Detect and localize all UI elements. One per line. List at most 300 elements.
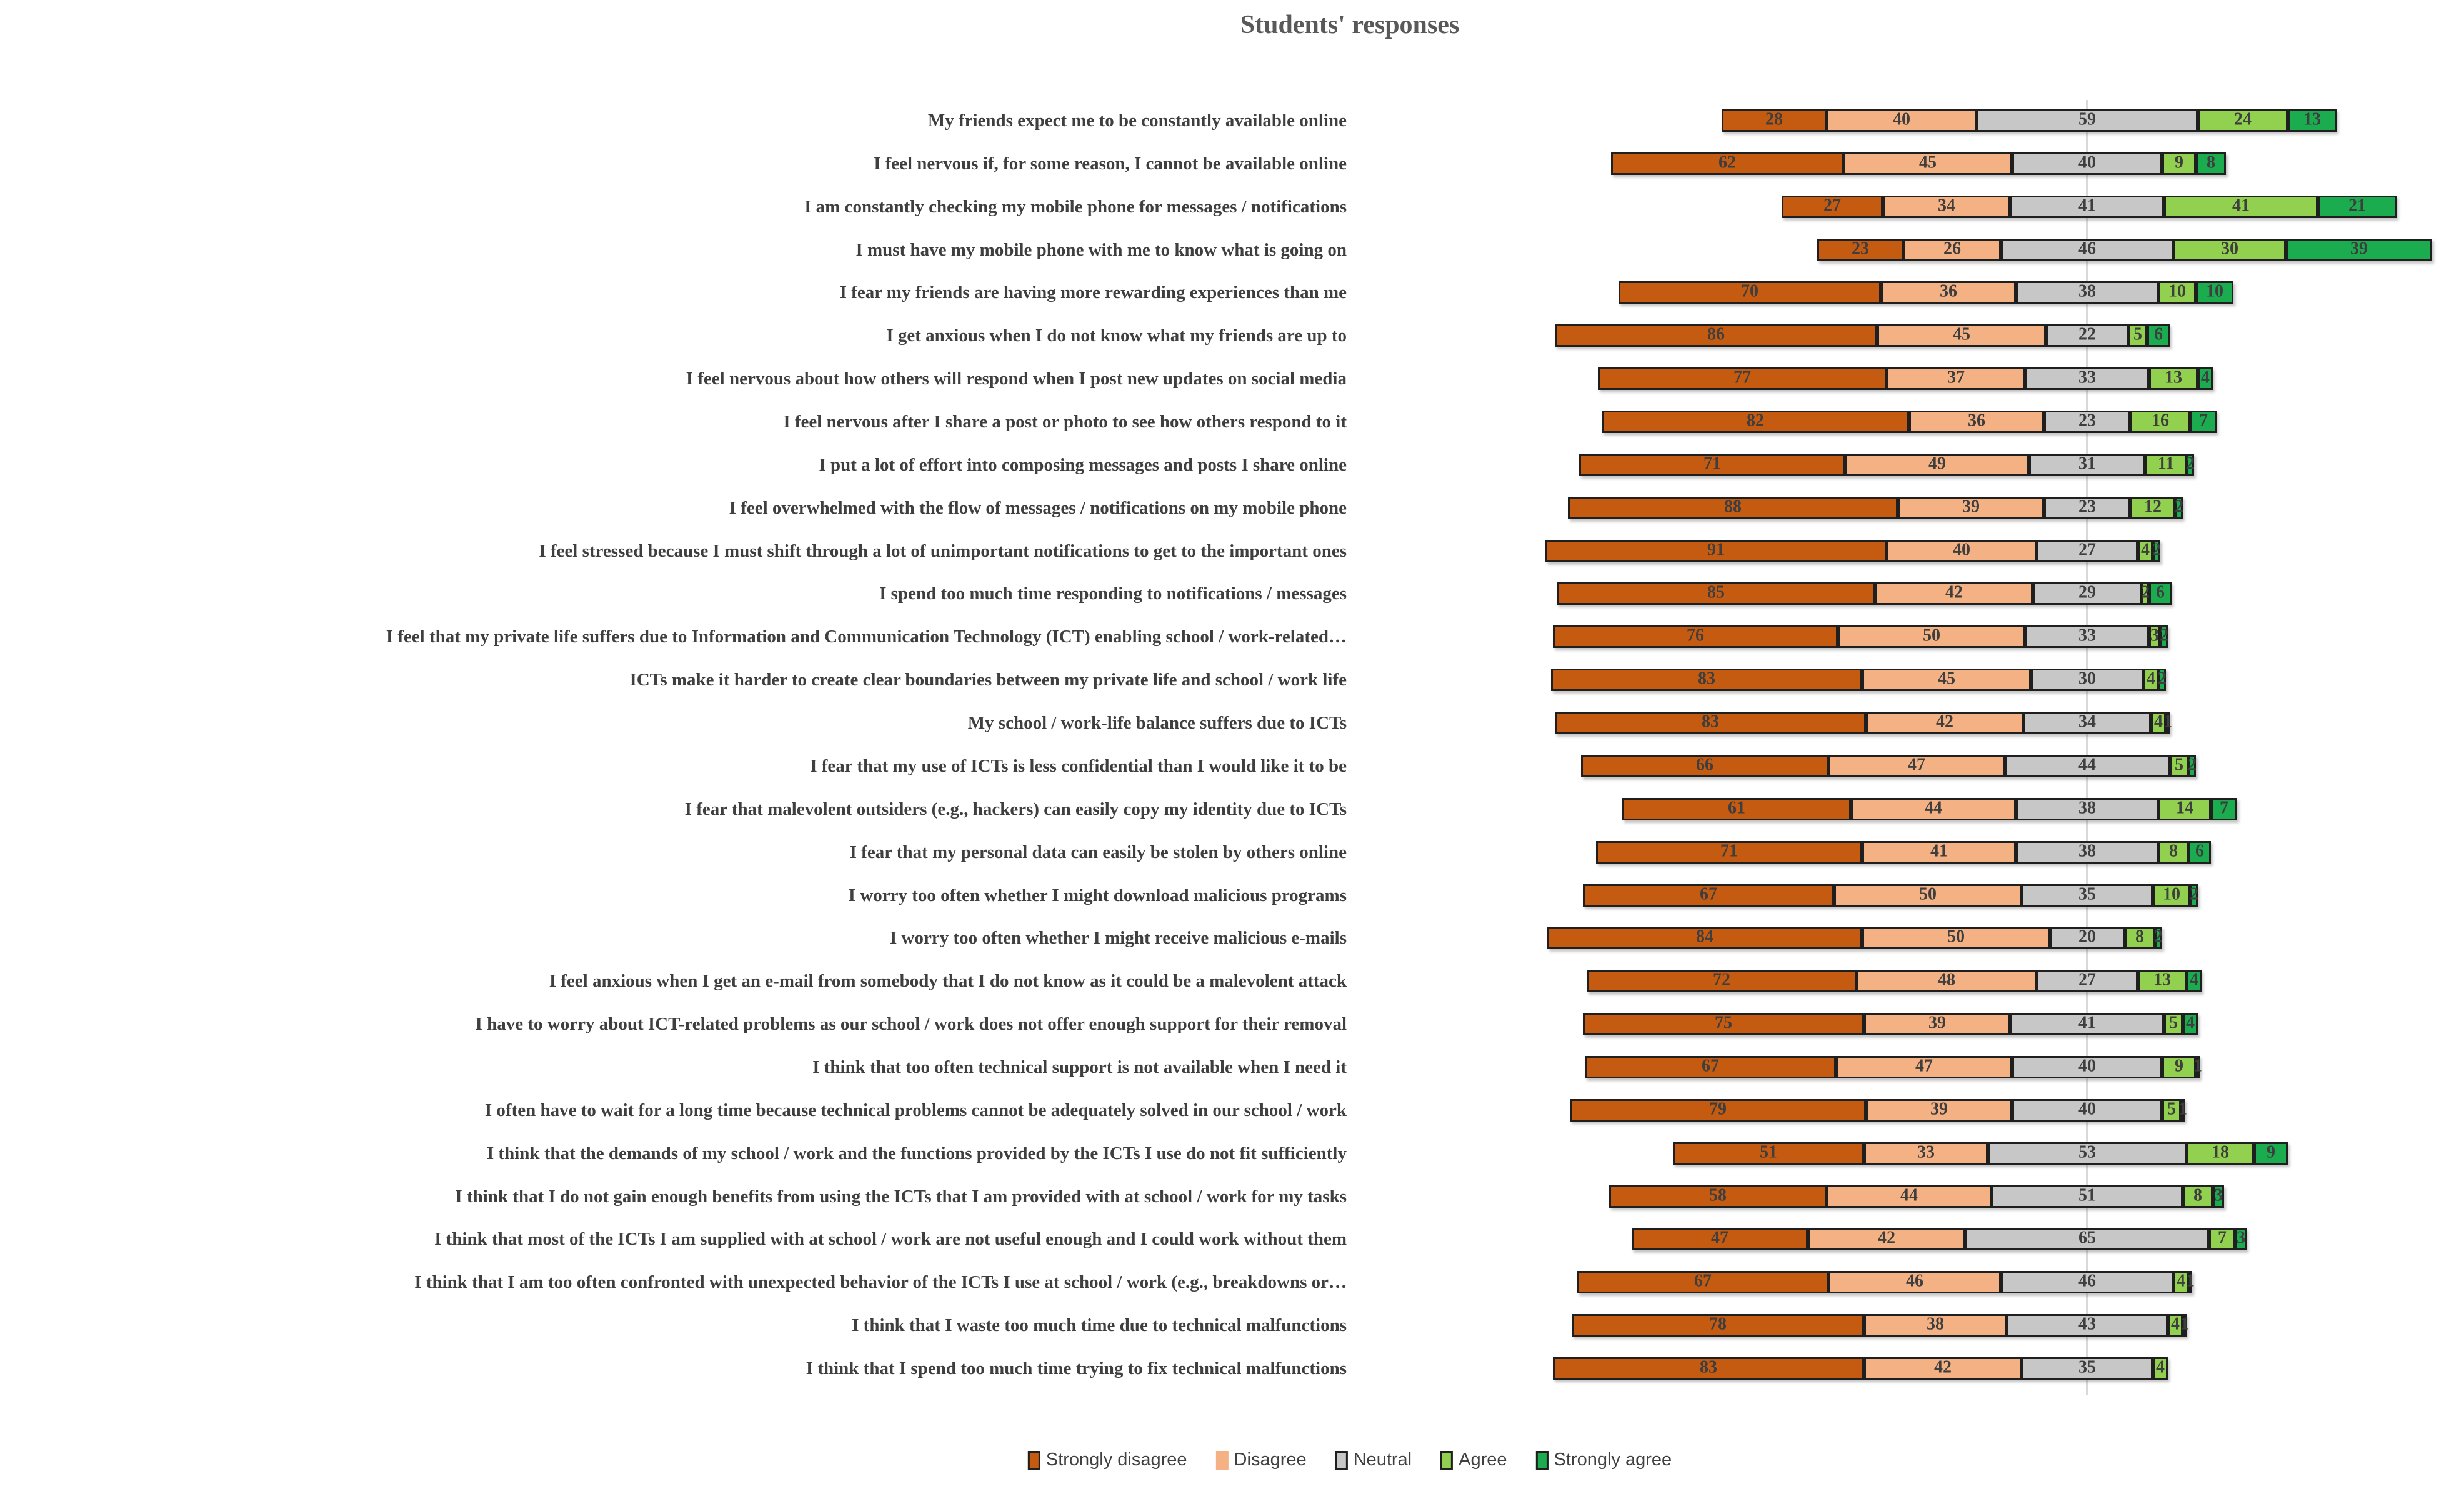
segment-neutral [2037, 540, 2138, 562]
segment-value-label: 22 [2078, 325, 2096, 345]
segment-value-label: 34 [2078, 712, 2096, 732]
segment-strongly-agree [2155, 927, 2162, 949]
segment-strongly-disagree [1583, 884, 1834, 907]
segment-agree [2162, 152, 2196, 175]
stacked-bar [1585, 1056, 2200, 1078]
segment-value-label: 41 [2078, 1013, 2096, 1033]
stacked-bar [1609, 1185, 2224, 1208]
segment-strongly-agree [2180, 1314, 2189, 1337]
segment-value-label: 35 [2078, 1357, 2096, 1377]
stacked-bar [1587, 970, 2202, 992]
segment-value-label: 38 [1927, 1314, 1944, 1334]
segment-value-label: 3 [2214, 1185, 2223, 1205]
segment-value-label: 6 [2195, 841, 2204, 861]
segment-value-label: 91 [1707, 540, 1725, 560]
segment-value-label: 2 [2175, 497, 2183, 517]
segment-value-label: 67 [1694, 1271, 1712, 1291]
category-label: I must have my mobile phone with me to know what is going on [855, 239, 1347, 260]
stacked-bar [1619, 281, 2233, 304]
segment-agree [2173, 239, 2286, 261]
segment-value-label: 10 [2163, 884, 2180, 904]
segment-strongly-disagree [1551, 669, 1862, 691]
segment-value-label: 2 [2186, 454, 2195, 474]
segment-value-label: 83 [1700, 1357, 1717, 1377]
segment-value-label: 23 [2078, 497, 2096, 517]
segment-value-label: 70 [1741, 282, 1758, 302]
segment-neutral [2031, 669, 2143, 691]
category-label: I get anxious when I do not know what my friends are up to [886, 326, 1347, 346]
stacked-bar [1583, 1013, 2198, 1035]
stacked-bar [1581, 755, 2196, 777]
segment-value-label: 42 [1936, 712, 1953, 732]
segment-value-label: 72 [1713, 970, 1730, 990]
segment-strongly-disagree [1622, 798, 1851, 820]
category-label: ICTs make it harder to create clear boundaries between my private life and school / work life [629, 670, 1347, 690]
stacked-bar [1602, 411, 2217, 433]
segment-value-label: 65 [2078, 1228, 2096, 1248]
segment-strongly-agree [2149, 582, 2172, 605]
segment-value-label: 2 [2190, 884, 2198, 904]
segment-strongly-disagree [1581, 755, 1828, 777]
segment-value-label: 84 [1696, 927, 1713, 947]
stacked-bar [1551, 669, 2166, 691]
segment-agree [2170, 755, 2188, 777]
segment-value-label: 45 [1919, 152, 1937, 172]
segment-value-label: 44 [1925, 798, 1942, 818]
segment-value-label: 59 [2078, 109, 2096, 129]
stacked-bar [1596, 841, 2211, 864]
segment-strongly-agree [2188, 755, 2196, 777]
segment-neutral [2046, 324, 2128, 347]
segment-value-label: 7 [2218, 1228, 2227, 1248]
segment-strongly-disagree [1587, 970, 1857, 992]
segment-disagree [1843, 152, 2012, 175]
segment-value-label: 40 [2078, 1099, 2096, 1119]
segment-neutral [2050, 927, 2125, 949]
stacked-bar [1547, 927, 2162, 949]
segment-neutral [1992, 1185, 2183, 1208]
segment-value-label: 4 [2171, 1314, 2180, 1334]
chart-legend [1028, 1450, 1672, 1470]
segment-disagree [1877, 324, 2046, 347]
segment-value-label: 35 [2078, 884, 2096, 904]
segment-value-label: 13 [2165, 367, 2182, 387]
legend-swatch-strongly-agree [1536, 1451, 1549, 1470]
segment-agree [2130, 497, 2175, 519]
segment-value-label: 71 [1703, 454, 1721, 474]
segment-value-label: 78 [1709, 1314, 1727, 1334]
segment-disagree [1827, 1185, 1992, 1208]
segment-strongly-agree [2288, 109, 2337, 132]
segment-value-label: 66 [1696, 755, 1713, 775]
segment-disagree [1851, 798, 2016, 820]
segment-value-label: 50 [1947, 927, 1965, 947]
segment-agree [2145, 454, 2187, 476]
segment-disagree [1838, 625, 2025, 648]
stacked-bar [1553, 1357, 2168, 1380]
stacked-bar [1622, 798, 2237, 820]
segment-value-label: 26 [1943, 239, 1961, 259]
category-label: I fear that my use of ICTs is less confidential than I would like it to be [810, 755, 1347, 776]
segment-value-label: 75 [1715, 1013, 1732, 1033]
segment-neutral [2044, 411, 2130, 433]
segment-disagree [1864, 1357, 2022, 1380]
legend-item-agree [1440, 1450, 1507, 1470]
segment-value-label: 48 [1938, 970, 1955, 990]
segment-agree [2158, 798, 2211, 820]
segment-value-label: 37 [1947, 367, 1965, 387]
stacked-bar [1817, 239, 2432, 261]
segment-disagree [1866, 1099, 2012, 1122]
category-label: I feel nervous after I share a post or photo to see how others respond to it [783, 412, 1347, 432]
segment-value-label: 38 [2078, 798, 2096, 818]
segment-value-label: 67 [1700, 884, 1717, 904]
segment-strongly-agree [2235, 1228, 2247, 1250]
segment-agree [2209, 1228, 2235, 1250]
legend-swatch-agree [1440, 1451, 1453, 1470]
chart-title: Students' responses [1240, 11, 1460, 39]
legend-label: Strongly disagree [1045, 1450, 1187, 1470]
segment-neutral [2010, 1013, 2164, 1035]
segment-value-label: 33 [2078, 626, 2096, 646]
legend-label: Disagree [1234, 1450, 1307, 1470]
segment-agree [2183, 1185, 2213, 1208]
stacked-bar [1577, 1271, 2195, 1293]
segment-value-label: 46 [1906, 1271, 1923, 1291]
segment-neutral [2010, 196, 2164, 218]
segment-value-label: 24 [2234, 109, 2252, 129]
legend-item-neutral [1335, 1450, 1412, 1470]
segment-agree [2164, 1013, 2183, 1035]
segment-value-label: 8 [2135, 927, 2144, 947]
segment-value-label: 4 [2154, 712, 2163, 732]
segment-agree [2130, 411, 2190, 433]
segment-strongly-agree [2187, 970, 2202, 992]
segment-value-label: 27 [2078, 540, 2096, 560]
segment-value-label: 5 [2133, 325, 2142, 345]
segment-strongly-disagree [1722, 109, 1827, 132]
segment-value-label: 42 [1934, 1357, 1952, 1377]
segment-value-label: 38 [2078, 841, 2096, 861]
category-label: I think that I am too often confronted with unexpected behavior of the ICTs I use at school / work (e.g., breakdowns or… [414, 1272, 1347, 1293]
segment-value-label: 45 [1938, 669, 1955, 689]
segment-disagree [1898, 497, 2044, 519]
category-label: I feel nervous if, for some reason, I cannot be available online [874, 153, 1347, 174]
stacked-bar [1553, 625, 2168, 648]
segment-value-label: 67 [1702, 1056, 1719, 1076]
segment-value-label: 31 [2078, 454, 2096, 474]
segment-value-label: 3 [2237, 1228, 2245, 1248]
stacked-bar [1632, 1228, 2247, 1250]
segment-value-label: 4 [2177, 1271, 2185, 1291]
segment-agree [2125, 927, 2155, 949]
segment-neutral [2001, 239, 2173, 261]
segment-strongly-disagree [1568, 497, 1898, 519]
segment-agree [2162, 1056, 2196, 1078]
segment-value-label: 8 [2207, 152, 2215, 172]
segment-strongly-agree [2190, 411, 2217, 433]
legend-swatch-neutral [1335, 1451, 1348, 1470]
segment-strongly-agree [2178, 1099, 2187, 1122]
segment-value-label: 21 [2348, 196, 2366, 216]
segment-value-label: 29 [2078, 583, 2096, 603]
segment-value-label: 51 [2078, 1185, 2096, 1205]
segment-strongly-disagree [1553, 1357, 1864, 1380]
segment-value-label: 10 [2168, 282, 2186, 302]
segment-value-label: 39 [1930, 1099, 1948, 1119]
segment-value-label: 23 [2078, 411, 2096, 431]
category-label: My friends expect me to be constantly available online [927, 111, 1347, 131]
segment-agree [2164, 196, 2318, 218]
segment-strongly-agree [2193, 1056, 2202, 1078]
segment-strongly-agree [2183, 1013, 2198, 1035]
segment-value-label: 36 [1968, 411, 1985, 431]
segment-value-label: 50 [1923, 626, 1940, 646]
segment-strongly-disagree [1555, 712, 1866, 734]
stacked-bar [1545, 540, 2160, 562]
segment-value-label: 5 [2167, 1099, 2176, 1119]
segment-neutral [1977, 109, 2198, 132]
segment-strongly-agree [2153, 540, 2160, 562]
stacked-bar [1673, 1142, 2288, 1165]
segment-value-label: 1 [2178, 1099, 2187, 1119]
segment-value-label: 8 [2169, 841, 2178, 861]
segment-neutral [2005, 755, 2170, 777]
segment-agree [2158, 281, 2196, 304]
segment-value-label: 45 [1953, 325, 1970, 345]
segment-agree [2187, 1142, 2254, 1165]
segment-value-label: 27 [2078, 970, 2096, 990]
stacked-bar [1722, 109, 2337, 132]
stacked-bar [1782, 196, 2397, 218]
segment-value-label: 7 [2199, 411, 2208, 431]
segment-strongly-disagree [1611, 152, 1843, 175]
segment-value-label: 12 [2144, 497, 2162, 517]
segment-neutral [2025, 367, 2149, 390]
segment-strongly-agree [2213, 1185, 2224, 1208]
segment-disagree [1808, 1228, 1965, 1250]
legend-item-strongly-agree [1536, 1450, 1672, 1470]
segment-value-label: 5 [2169, 1013, 2178, 1033]
segment-strongly-disagree [1572, 1314, 1864, 1337]
segment-value-label: 33 [1917, 1142, 1935, 1162]
segment-neutral [2025, 625, 2149, 648]
segment-strongly-agree [2158, 669, 2166, 691]
segment-value-label: 14 [2176, 798, 2193, 818]
category-label: I think that most of the ICTs I am supplied with at school / work are not useful enough and I could work without them [434, 1229, 1347, 1250]
segment-value-label: 40 [1953, 540, 1970, 560]
segment-neutral [2016, 841, 2158, 864]
segment-strongly-agree [2175, 497, 2183, 519]
stacked-bar [1568, 497, 2183, 519]
segment-neutral [2044, 497, 2130, 519]
category-label: I feel anxious when I get an e-mail from somebody that I do not know as it could be a malevolent attack [549, 971, 1347, 992]
segment-neutral [1988, 1142, 2187, 1165]
segment-value-label: 1 [2193, 1056, 2202, 1076]
category-label: I feel stressed because I must shift through a lot of unimportant notifications to get to the important ones [539, 540, 1347, 561]
segment-value-label: 13 [2303, 109, 2321, 129]
segment-strongly-agree [2318, 196, 2397, 218]
legend-label: Neutral [1353, 1450, 1412, 1470]
segment-strongly-disagree [1596, 841, 1862, 864]
segment-value-label: 71 [1720, 841, 1738, 861]
segment-value-label: 82 [1747, 411, 1764, 431]
segment-value-label: 85 [1707, 583, 1725, 603]
segment-value-label: 83 [1698, 669, 1715, 689]
segment-value-label: 47 [1915, 1056, 1933, 1076]
segment-strongly-agree [2196, 281, 2233, 304]
segment-disagree [1864, 1314, 2007, 1337]
segment-value-label: 27 [1823, 196, 1841, 216]
category-label: I think that I do not gain enough benefits from using the ICTs that I am provided with at school / work for my tasks [455, 1186, 1347, 1207]
segment-disagree [1887, 540, 2037, 562]
stacked-bar [1598, 367, 2213, 390]
segment-value-label: 2 [2141, 583, 2150, 603]
segment-value-label: 2 [2154, 927, 2163, 947]
segment-neutral [2016, 281, 2158, 304]
segment-value-label: 40 [1893, 109, 1910, 129]
category-label: I think that I spend too much time trying to fix technical malfunctions [806, 1358, 1347, 1378]
segment-value-label: 16 [2152, 411, 2169, 431]
segment-strongly-agree [2254, 1142, 2288, 1165]
segment-disagree [1862, 927, 2050, 949]
segment-value-label: 51 [1760, 1142, 1777, 1162]
segment-neutral [2033, 582, 2142, 605]
segment-value-label: 61 [1728, 798, 1745, 818]
segment-value-label: 23 [1852, 239, 1869, 259]
category-label: I fear my friends are having more rewarding experiences than me [839, 282, 1347, 303]
category-label: I worry too often whether I might download malicious programs [848, 885, 1347, 905]
segment-strongly-disagree [1577, 1271, 1828, 1293]
segment-agree [2158, 841, 2188, 864]
segment-agree [2128, 324, 2147, 347]
segment-value-label: 4 [2141, 540, 2150, 560]
segment-disagree [1828, 1271, 2001, 1293]
segment-value-label: 44 [1900, 1185, 1918, 1205]
segment-strongly-disagree [1545, 540, 1887, 562]
segment-disagree [1903, 239, 2001, 261]
segment-value-label: 4 [2186, 1013, 2195, 1033]
segment-disagree [1887, 367, 2025, 390]
stacked-bar [1572, 1314, 2187, 1337]
segment-value-label: 11 [2157, 454, 2175, 474]
category-label: I have to worry about ICT-related problems as our school / work does not offer enough support for their removal [475, 1014, 1347, 1035]
segment-value-label: 3 [2150, 626, 2159, 646]
segment-strongly-agree [2147, 324, 2170, 347]
segment-value-label: 6 [2156, 583, 2165, 603]
segment-neutral [2012, 152, 2162, 175]
segment-value-label: 42 [1878, 1228, 1895, 1248]
segment-value-label: 38 [2078, 282, 2096, 302]
category-label: I feel that my private life suffers due to Information and Communication Technology (ICT) enabling school / work-related… [386, 627, 1347, 647]
segment-value-label: 2 [2160, 626, 2168, 646]
category-label: I often have to wait for a long time because technical problems cannot be adequately solved in our school / work [484, 1100, 1347, 1120]
segment-value-label: 9 [2267, 1142, 2275, 1162]
segment-value-label: 88 [1724, 497, 1742, 517]
segment-value-label: 83 [1702, 712, 1719, 732]
category-label: I spend too much time responding to notifications / messages [879, 584, 1347, 604]
segment-value-label: 53 [2078, 1142, 2096, 1162]
segment-disagree [1845, 454, 2029, 476]
category-label: I worry too often whether I might receive malicious e-mails [889, 928, 1347, 949]
segment-strongly-disagree [1782, 196, 1883, 218]
segment-value-label: 79 [1709, 1099, 1727, 1119]
segment-value-label: 39 [1928, 1013, 1946, 1033]
segment-agree [2198, 109, 2288, 132]
segment-value-label: 39 [2350, 239, 2368, 259]
segment-value-label: 47 [1908, 755, 1925, 775]
legend-swatch-disagree [1216, 1451, 1229, 1470]
category-label: I put a lot of effort into composing messages and posts I share online [819, 454, 1347, 475]
segment-value-label: 9 [2175, 1056, 2183, 1076]
segment-value-label: 28 [1765, 109, 1783, 129]
segment-strongly-agree [2160, 625, 2168, 648]
segment-strongly-disagree [1598, 367, 1887, 390]
segment-strongly-disagree [1555, 324, 1877, 347]
segment-neutral [2016, 798, 2158, 820]
segment-value-label: 5 [2175, 755, 2183, 775]
segment-disagree [1883, 196, 2010, 218]
segment-strongly-agree [2187, 454, 2194, 476]
segment-neutral [2001, 1271, 2173, 1293]
segment-strongly-disagree [1547, 927, 1862, 949]
legend-item-disagree [1216, 1450, 1307, 1470]
segment-strongly-disagree [1583, 1013, 1864, 1035]
segment-value-label: 33 [2078, 367, 2096, 387]
segment-value-label: 9 [2175, 152, 2183, 172]
segment-value-label: 4 [2156, 1357, 2165, 1377]
segment-disagree [1827, 109, 1977, 132]
segment-value-label: 46 [2078, 1271, 2096, 1291]
segment-value-label: 2 [2152, 540, 2161, 560]
segment-agree [2138, 970, 2187, 992]
segment-disagree [1866, 712, 2023, 734]
segment-disagree [1864, 1013, 2010, 1035]
segment-strongly-disagree [1602, 411, 1909, 433]
segment-value-label: 4 [2201, 367, 2210, 387]
segment-neutral [2007, 1314, 2168, 1337]
segment-value-label: 4 [2147, 669, 2155, 689]
category-label: I fear that malevolent outsiders (e.g., hackers) can easily copy my identity due to ICTs [684, 799, 1347, 819]
segment-value-label: 46 [2078, 239, 2096, 259]
segment-value-label: 77 [1733, 367, 1751, 387]
segment-value-label: 7 [2220, 798, 2228, 818]
segment-strongly-disagree [1609, 1185, 1827, 1208]
segment-disagree [1881, 281, 2016, 304]
segment-value-label: 41 [1930, 841, 1948, 861]
legend-item-strongly-disagree [1028, 1450, 1187, 1470]
category-label: I think that I waste too much time due to technical malfunctions [852, 1315, 1347, 1336]
stacked-bar [1570, 1099, 2185, 1122]
category-label: I fear that my personal data can easily be stolen by others online [849, 842, 1347, 862]
segment-strongly-disagree [1553, 625, 1838, 648]
segment-disagree [1857, 970, 2037, 992]
segment-neutral [2037, 970, 2138, 992]
segment-value-label: 50 [1919, 884, 1937, 904]
segment-agree [2153, 1357, 2168, 1380]
legend-swatch-strongly-disagree [1028, 1451, 1040, 1470]
segment-value-label: 39 [1962, 497, 1980, 517]
segment-value-label: 62 [1718, 152, 1736, 172]
segment-value-label: 36 [1940, 282, 1957, 302]
segment-agree [2149, 367, 2198, 390]
segment-strongly-disagree [1570, 1099, 1866, 1122]
segment-value-label: 40 [2078, 152, 2096, 172]
segment-strongly-agree [2286, 239, 2432, 261]
segment-disagree [1828, 755, 2005, 777]
segment-neutral [2012, 1056, 2162, 1078]
segment-value-label: 47 [1711, 1228, 1728, 1248]
